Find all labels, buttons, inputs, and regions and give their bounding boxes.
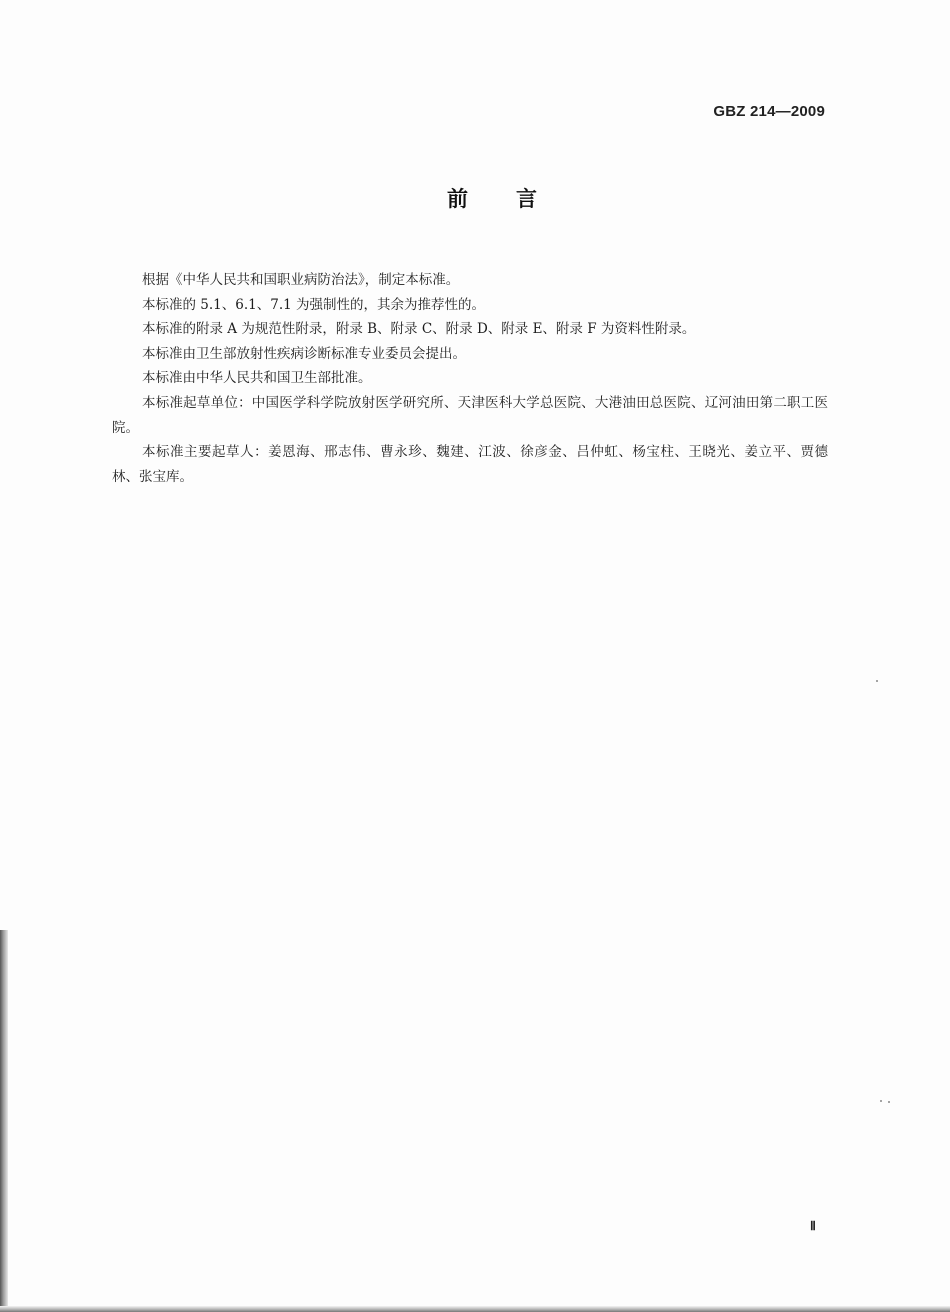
paragraph-approved-by: 本标准由中华人民共和国卫生部批准。 — [142, 370, 372, 387]
scan-bottom-edge — [0, 1306, 950, 1312]
paragraph-drafting-units: 本标准起草单位：中国医学科学院放射医学研究所、天津医科大学总医院、大港油田总医院、辽河油田第二职工医院。 — [112, 394, 828, 436]
paragraph-drafters: 本标准主要起草人：姜恩海、邢志伟、曹永珍、魏建、江波、徐彦金、吕仲虹、杨宝柱、王晓光、姜立平、贾德林、张宝库。 — [112, 444, 828, 485]
standard-code: GBZ 214—2009 — [713, 103, 825, 120]
scan-speck — [888, 1101, 890, 1103]
page-title: 前言 — [447, 187, 585, 211]
paragraph-proposed-by: 本标准由卫生部放射性疾病诊断标准专业委员会提出。 — [142, 345, 466, 362]
scan-speck — [876, 680, 878, 682]
paragraph-appendices: 本标准的附录 A 为规范性附录，附录 B、附录 C、附录 D、附录 E、附录 F 为资料性附录。 — [142, 321, 696, 338]
page-number: Ⅱ — [810, 1219, 816, 1233]
paragraph-legal-basis: 根据《中华人民共和国职业病防治法》，制定本标准。 — [142, 272, 460, 288]
foreword-body — [112, 268, 828, 489]
scan-speck — [880, 1100, 882, 1102]
paragraph-mandatory-clauses: 本标准的 5.1、6.1、7.1 为强制性的，其余为推荐性的。 — [142, 296, 485, 313]
scan-left-shadow — [0, 930, 8, 1312]
